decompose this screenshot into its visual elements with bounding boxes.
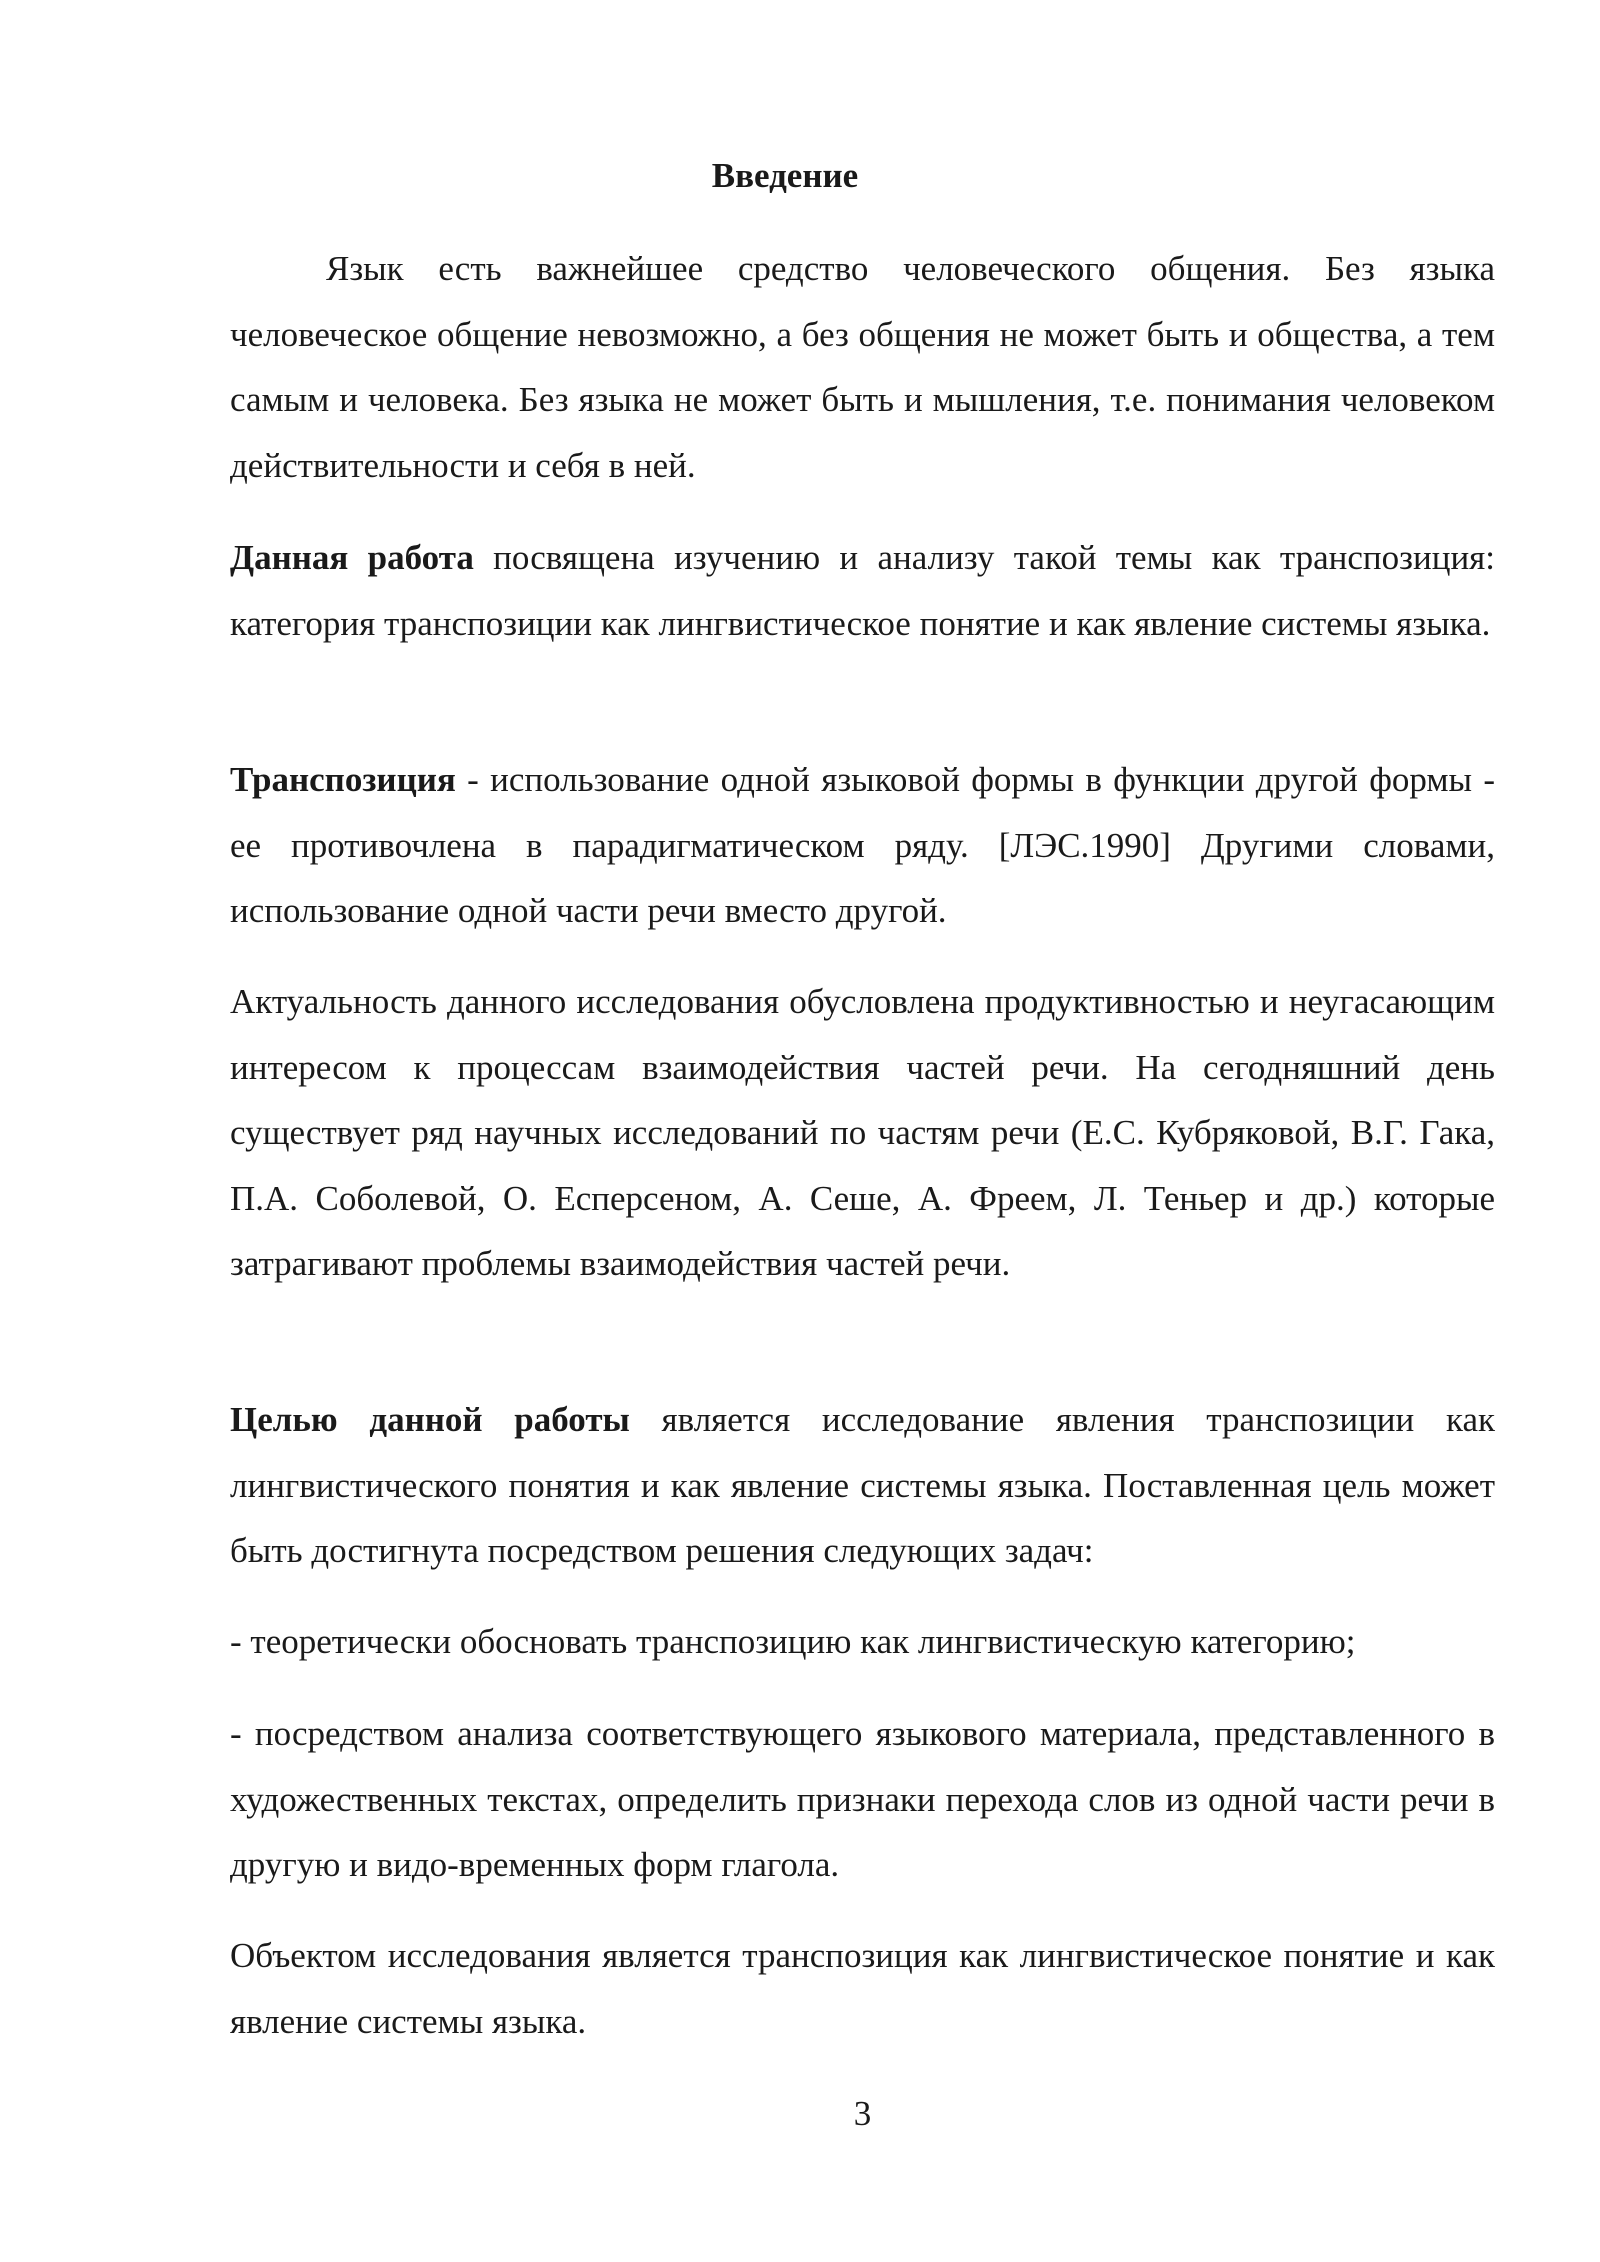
paragraph-text: Объектом исследования является транспозиция как лингвистическое понятие и как явление системы языка. (230, 1936, 1495, 2041)
paragraph-research-object (230, 1923, 1495, 2054)
paragraph-intro (230, 236, 1495, 498)
paragraph-text: посвящена изучению и анализу такой темы как транспозиция: категория транспозиции как лингвистическое понятие и как явление системы языка. (230, 538, 1495, 643)
paragraph-text: Актуальность данного исследования обусловлена продуктивностью и неугасающим интересом к процессам взаимодействия частей речи. На сегодняшний день существует ряд научных исследований по частям речи (Е.С. Кубряковой, В.Г. Гака, П.А. Соболевой, О. Есперсеном, А. Сеше, А. Фреем, Л. Теньер и др.) которые затрагивают проблемы взаимодействия частей речи. (230, 982, 1495, 1283)
page-number: 3 (853, 2094, 872, 2133)
paragraph-work-topic (230, 525, 1495, 656)
paragraph-text: Язык есть важнейшее средство человеческого общения. Без языка человеческое общение невозможно, а без общения не может быть и общества, а тем самым и человека. Без языка не может быть и мышления, т.е. понимания человеком действительности и себя в ней. (230, 249, 1495, 485)
paragraph-goal (230, 1387, 1495, 1584)
paragraph-lead: Транспозиция (230, 760, 456, 799)
paragraph-text: - теоретически обосновать транспозицию как лингвистическую категорию; (230, 1622, 1356, 1661)
paragraph-relevance (230, 969, 1495, 1297)
page-title: Введение (711, 156, 859, 195)
paragraph-lead: Данная работа (230, 538, 474, 577)
list-item-task-1 (230, 1609, 1495, 1675)
paragraph-text: является исследование явления транспозиции как лингвистического понятия и как явление системы языка. Поставленная цель может быть достигнута посредством решения следующих задач: (230, 1400, 1495, 1570)
paragraph-text: - использование одной языковой формы в функции другой формы - ее противочлена в парадигматическом ряду. [ЛЭС.1990] Другими словами, использование одной части речи вместо другой. (230, 760, 1495, 930)
paragraph-lead: Целью данной работы (230, 1400, 630, 1439)
list-item-task-2 (230, 1701, 1495, 1898)
paragraph-transposition-definition (230, 747, 1495, 944)
paragraph-text: - посредством анализа соответствующего языкового материала, представленного в художественных текстах, определить признаки перехода слов из одной части речи в другую и видо-временных форм глагола. (230, 1714, 1495, 1884)
